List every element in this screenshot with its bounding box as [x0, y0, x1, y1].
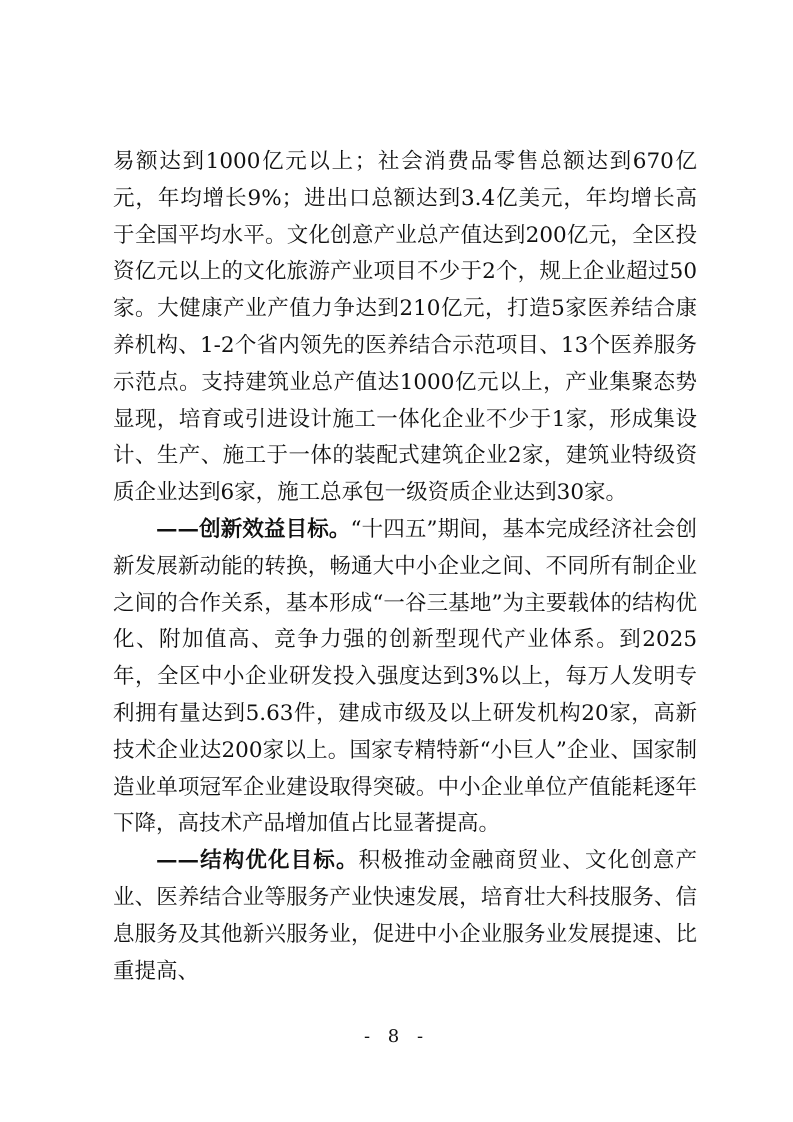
paragraph-innovation-benefit-target — [113, 512, 697, 843]
paragraph-structure-optimization-target — [113, 843, 697, 990]
section-lead-heading: ——创新效益目标。 — [156, 516, 351, 542]
paragraph-text: “十四五”期间，基本完成经济社会创新发展新动能的转换，畅通大中小企业之间、不同所有制企业之间的合作关系，基本形成“一谷三基地”为主要载体的结构优化、附加值高、竞争力强的创新型现代产业体系。到2025年，全区中小企业研发投入强度达到3%以上，每万人发明专利拥有量达到5.63件，建成市级及以上研发机构20家，高新技术企业达200家以上。国家专精特新“小巨人”企业、国家制造业单项冠军企业建设取得突破。中小企业单位产值能耗逐年下降，高技术产品增加值占比显著提高。 — [113, 516, 697, 837]
paragraph-text: 易额达到1000亿元以上；社会消费品零售总额达到670亿元，年均增长9%；进出口总额达到3.4亿美元，年均增长高于全国平均水平。文化创意产业总产值达到200亿元，全区投资亿元以上的文化旅游产业项目不少于2个，规上企业超过50家。大健康产业产值力争达到210亿元，打造5家医养结合康养机构、1-2个省内领先的医养结合示范项目、13个医养服务示范点。支持建筑业总产值达1000亿元以上，产业集聚态势显现，培育或引进设计施工一体化企业不少于1家，形成集设计、生产、施工于一体的装配式建筑企业2家，建筑业特级资质企业达到6家，施工总承包一级资质企业达到30家。 — [113, 149, 697, 506]
section-lead-heading: ——结构优化目标。 — [156, 848, 359, 874]
document-body — [113, 144, 697, 990]
page-number: - 8 - — [363, 1026, 430, 1047]
paragraph-text: 积极推动金融商贸业、文化创意产业、医养结合业等服务产业快速发展，培育壮大科技服务、信息服务及其他新兴服务业，促进中小企业服务业发展提速、比重提高、 — [113, 848, 697, 984]
paragraph-targets-continued — [113, 144, 697, 512]
